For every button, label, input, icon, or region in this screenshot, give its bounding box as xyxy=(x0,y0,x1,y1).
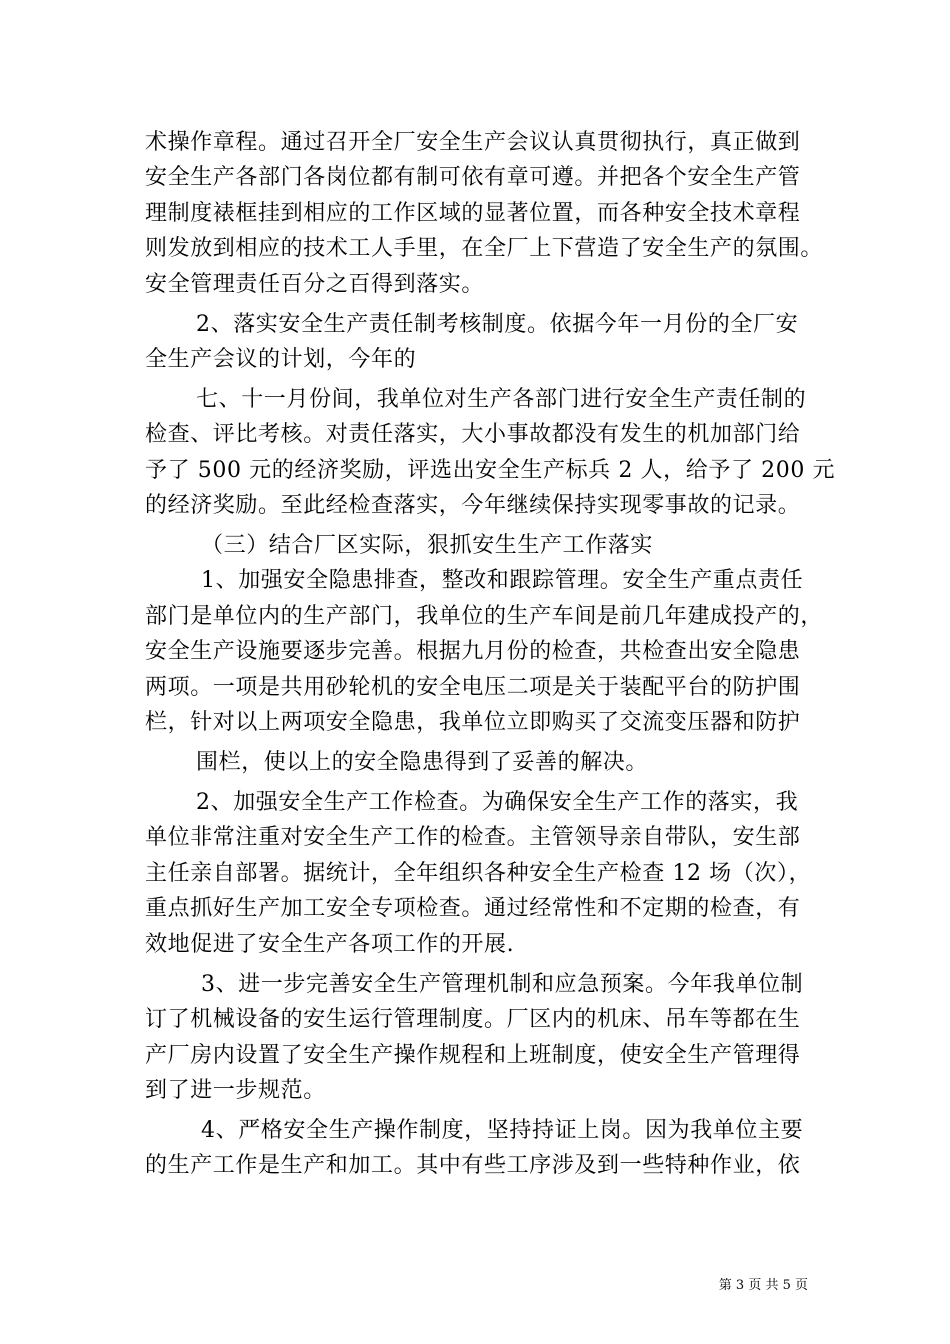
text-line: 2、加强安全生产工作检查。为确保安全生产工作的落实，我 xyxy=(196,790,799,815)
text-line: 部门是单位内的生产部门，我单位的生产车间是前几年建成投产的， xyxy=(145,604,824,629)
text-line: 理制度裱框挂到相应的工作区域的显著位置，而各种安全技术章程 xyxy=(145,201,801,226)
text-line: 则发放到相应的技术工人手里，在全厂上下营造了安全生产的氛围。 xyxy=(145,236,824,261)
section-heading: （三）结合厂区实际，狠抓安生生产工作落实 xyxy=(201,533,654,558)
text-line: 安全管理责任百分之百得到落实。 xyxy=(145,272,485,297)
page-number-footer: 第 3 页 共 5 页 xyxy=(718,1278,808,1293)
text-line: 2、落实安全生产责任制考核制度。依据今年一月份的全厂安 xyxy=(196,312,799,337)
text-line: 重点抓好生产加工安全专项检查。通过经常性和不定期的检查，有 xyxy=(145,896,801,921)
text-line: 两项。一项是共用砂轮机的安全电压二项是关于装配平台的防护围 xyxy=(145,675,801,700)
text-line: 单位非常注重对安全生产工作的检查。主管领导亲自带队，安生部 xyxy=(145,825,801,850)
text-line: 主任亲自部署。据统计，全年组织各种安全生产检查 12 场（次）， xyxy=(145,861,812,886)
text-line: 4、严格安全生产操作制度，坚持持证上岗。因为我单位主要 xyxy=(201,1118,804,1143)
text-line: 的经济奖励。至此经检查落实，今年继续保持实现零事故的记录。 xyxy=(145,493,801,518)
text-line: 围栏，使以上的安全隐患得到了妥善的解决。 xyxy=(196,750,649,775)
text-line: 全生产会议的计划，今年的 xyxy=(145,347,417,372)
text-line: 术操作章程。通过召开全厂安全生产会议认真贯彻执行，真正做到 xyxy=(145,130,801,155)
text-line: 3、进一步完善安全生产管理机制和应急预案。今年我单位制 xyxy=(201,972,804,997)
text-line: 安全生产各部门各岗位都有制可依有章可遵。并把各个安全生产管 xyxy=(145,165,801,190)
text-line: 七、十一月份间，我单位对生产各部门进行安全生产责任制的 xyxy=(196,387,807,412)
text-line: 予了 500 元的经济奖励，评选出安全生产标兵 2 人，给予了 200 元 xyxy=(145,458,836,483)
text-line: 检查、评比考核。对责任落实，大小事故都没有发生的机加部门给 xyxy=(145,422,801,447)
text-line: 栏，针对以上两项安全隐患，我单位立即购买了交流变压器和防护 xyxy=(145,710,801,735)
text-line: 的生产工作是生产和加工。其中有些工序涉及到一些特种作业，依 xyxy=(145,1153,801,1178)
text-line: 效地促进了安全生产各项工作的开展. xyxy=(145,932,515,957)
text-line: 产厂房内设置了安全生产操作规程和上班制度，使安全生产管理得 xyxy=(145,1043,801,1068)
text-line: 到了进一步规范。 xyxy=(145,1078,326,1103)
text-line: 1、加强安全隐患排查，整改和跟踪管理。安全生产重点责任 xyxy=(201,568,804,593)
text-line: 订了机械设备的安生运行管理制度。厂区内的机床、吊车等都在生 xyxy=(145,1007,801,1032)
text-line: 安全生产设施要逐步完善。根据九月份的检查，共检查出安全隐患 xyxy=(145,639,801,664)
